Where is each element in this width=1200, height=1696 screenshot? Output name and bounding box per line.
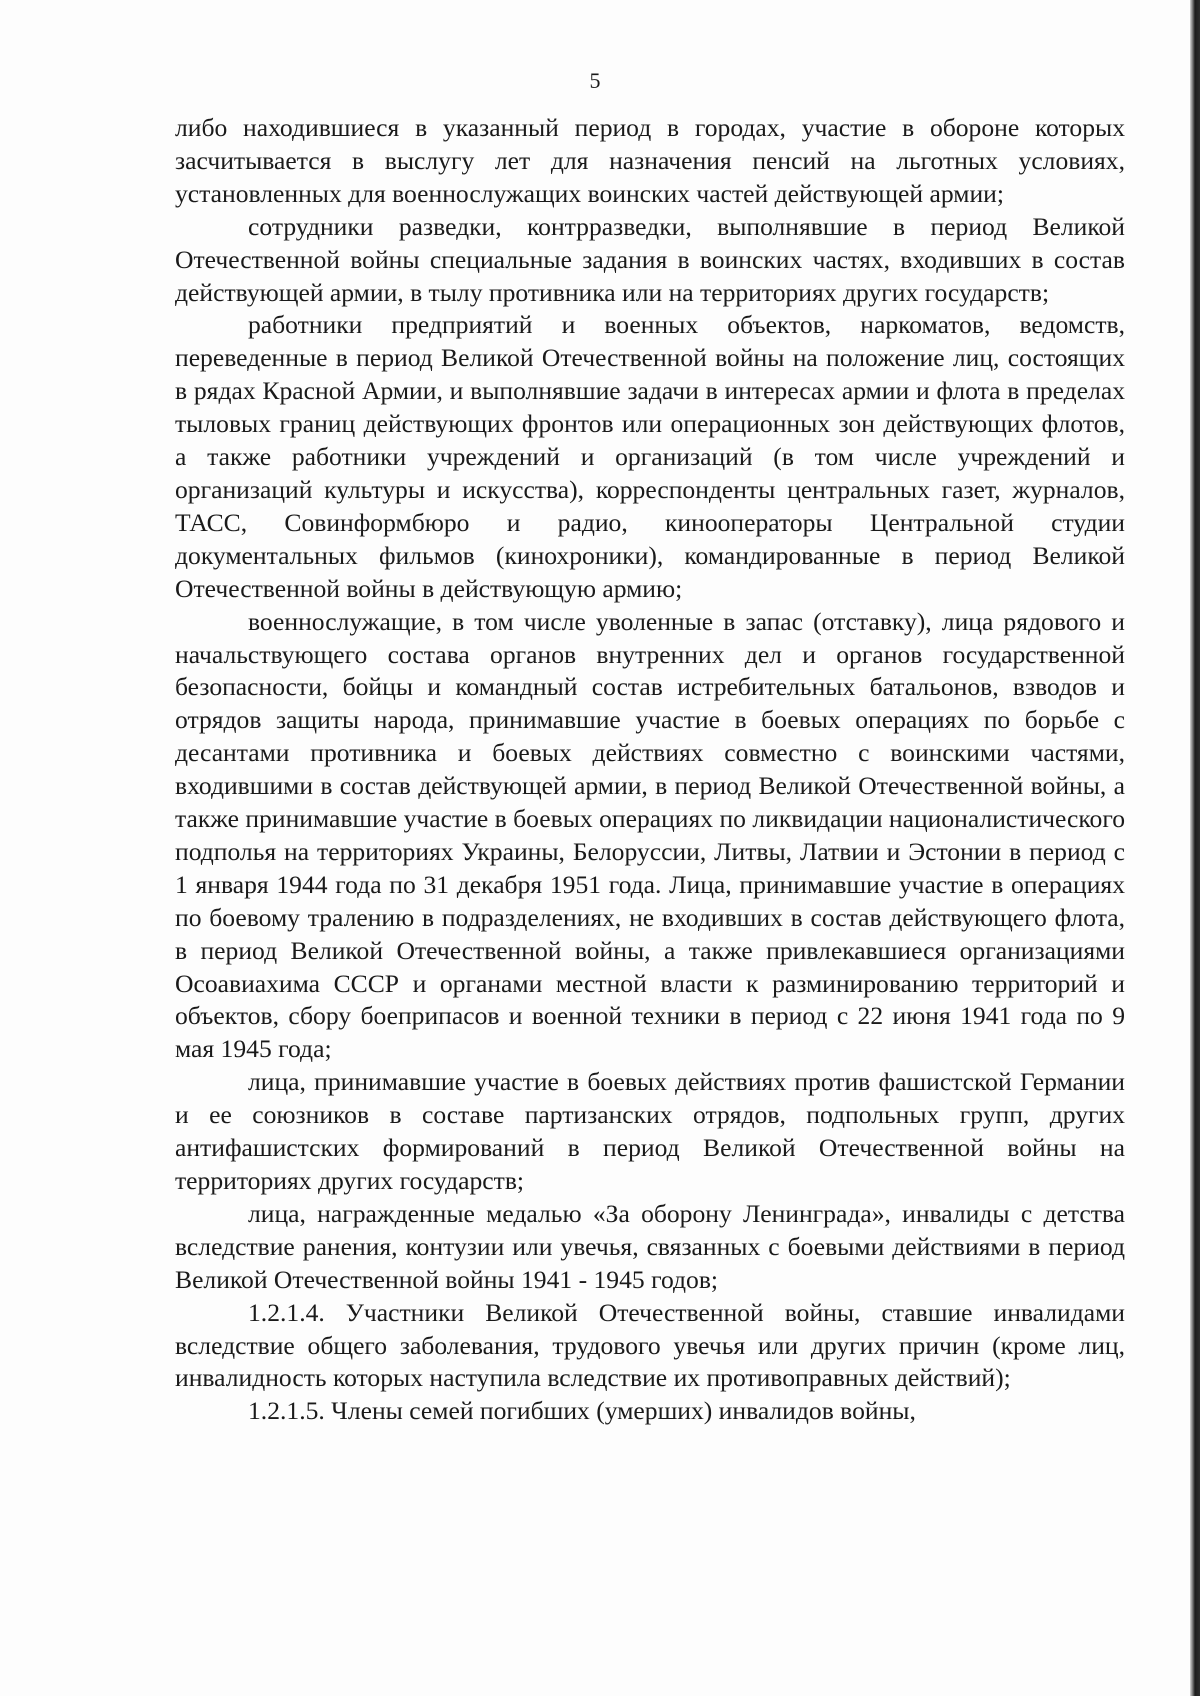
paragraph-clause-1-2-1-5: 1.2.1.5. Члены семей погибших (умерших) инвалидов войны, <box>248 1396 916 1426</box>
paragraph-enterprise-workers: работники предприятий и военных объектов, наркоматов, ведомств, переведенные в период Великой Отечественной войны на положение лиц, состоящих в рядах Красной Армии, и выполнявшие задачи в интересах армии и флота в пределах тыловых границ действующих фронтов или операционных зон действующих флотов, а также работники учреждений и организаций (в том числе учреждений и организаций культуры и искусства), корреспонденты центральных газет, журналов, ТАСС, Совинформбюро и радио, кинооператоры Центральной студии документальных фильмов (кинохроники), командированные в период Великой Отечественной войны в действующую армию; <box>175 310 1125 603</box>
scanned-page-edge <box>1190 0 1200 1696</box>
paragraph-clause-1-2-1-4: 1.2.1.4. Участники Великой Отечественной войны, ставшие инвалидами вследствие общего заболевания, трудового увечья или других причин (кроме лиц, инвалидность которых наступила вследствие их противоправных действий); <box>175 1297 1125 1393</box>
paragraph-military-personnel: военнослужащие, в том числе уволенные в запас (отставку), лица рядового и начальствующего состава органов внутренних дел и органов государственной безопасности, бойцы и командный состав истребительных батальонов, взводов и отрядов защиты народа, принимавшие участие в боевых операциях по борьбе с десантами противника и боевых действиях совместно с воинскими частями, входившими в состав действующей армии, в период Великой Отечественной войны, а также принимавшие участие в боевых операциях по ликвидации националистического подполья на территориях Украины, Белоруссии, Литвы, Латвии и Эстонии в период с 1 января 1944 года по 31 декабря 1951 года. Лица, принимавшие участие в операциях по боевому тралению в подразделениях, не входивших в состав действующего флота, в период Великой Отечественной войны, а также привлекавшиеся организациями Осоавиахима СССР и органами местной власти к разминированию территорий и объектов, сбору боеприпасов и военной техники в период с 22 июня 1941 года по 9 мая 1945 года; <box>175 606 1125 1064</box>
page-number: 5 <box>589 68 601 93</box>
paragraph-intelligence-officers: сотрудники разведки, контрразведки, выполнявшие в период Великой Отечественной войны специальные задания в воинских частях, входивших в состав действующей армии, в тылу противника или на территориях других государств; <box>175 211 1125 307</box>
paragraph-leningrad-medal: лица, награжденные медалью «За оборону Ленинграда», инвалиды с детства вследствие ранения, контузии или увечья, связанных с боевыми действиями в период Великой Отечественной войны 1941 - 1945 годов; <box>175 1198 1125 1294</box>
paragraph-partisans: лица, принимавшие участие в боевых действиях против фашистской Германии и ее союзников в составе партизанских отрядов, подпольных групп, других антифашистских формирований в период Великой Отечественной войны на территориях других государств; <box>175 1067 1125 1195</box>
document-body <box>175 112 1125 1428</box>
paragraph-continuation-acting-army-cities: либо находившиеся в указанный период в городах, участие в обороне которых засчитывается в выслугу лет для назначения пенсий на льготных условиях, установленных для военнослужащих воинских частей действующей армии; <box>175 113 1125 208</box>
